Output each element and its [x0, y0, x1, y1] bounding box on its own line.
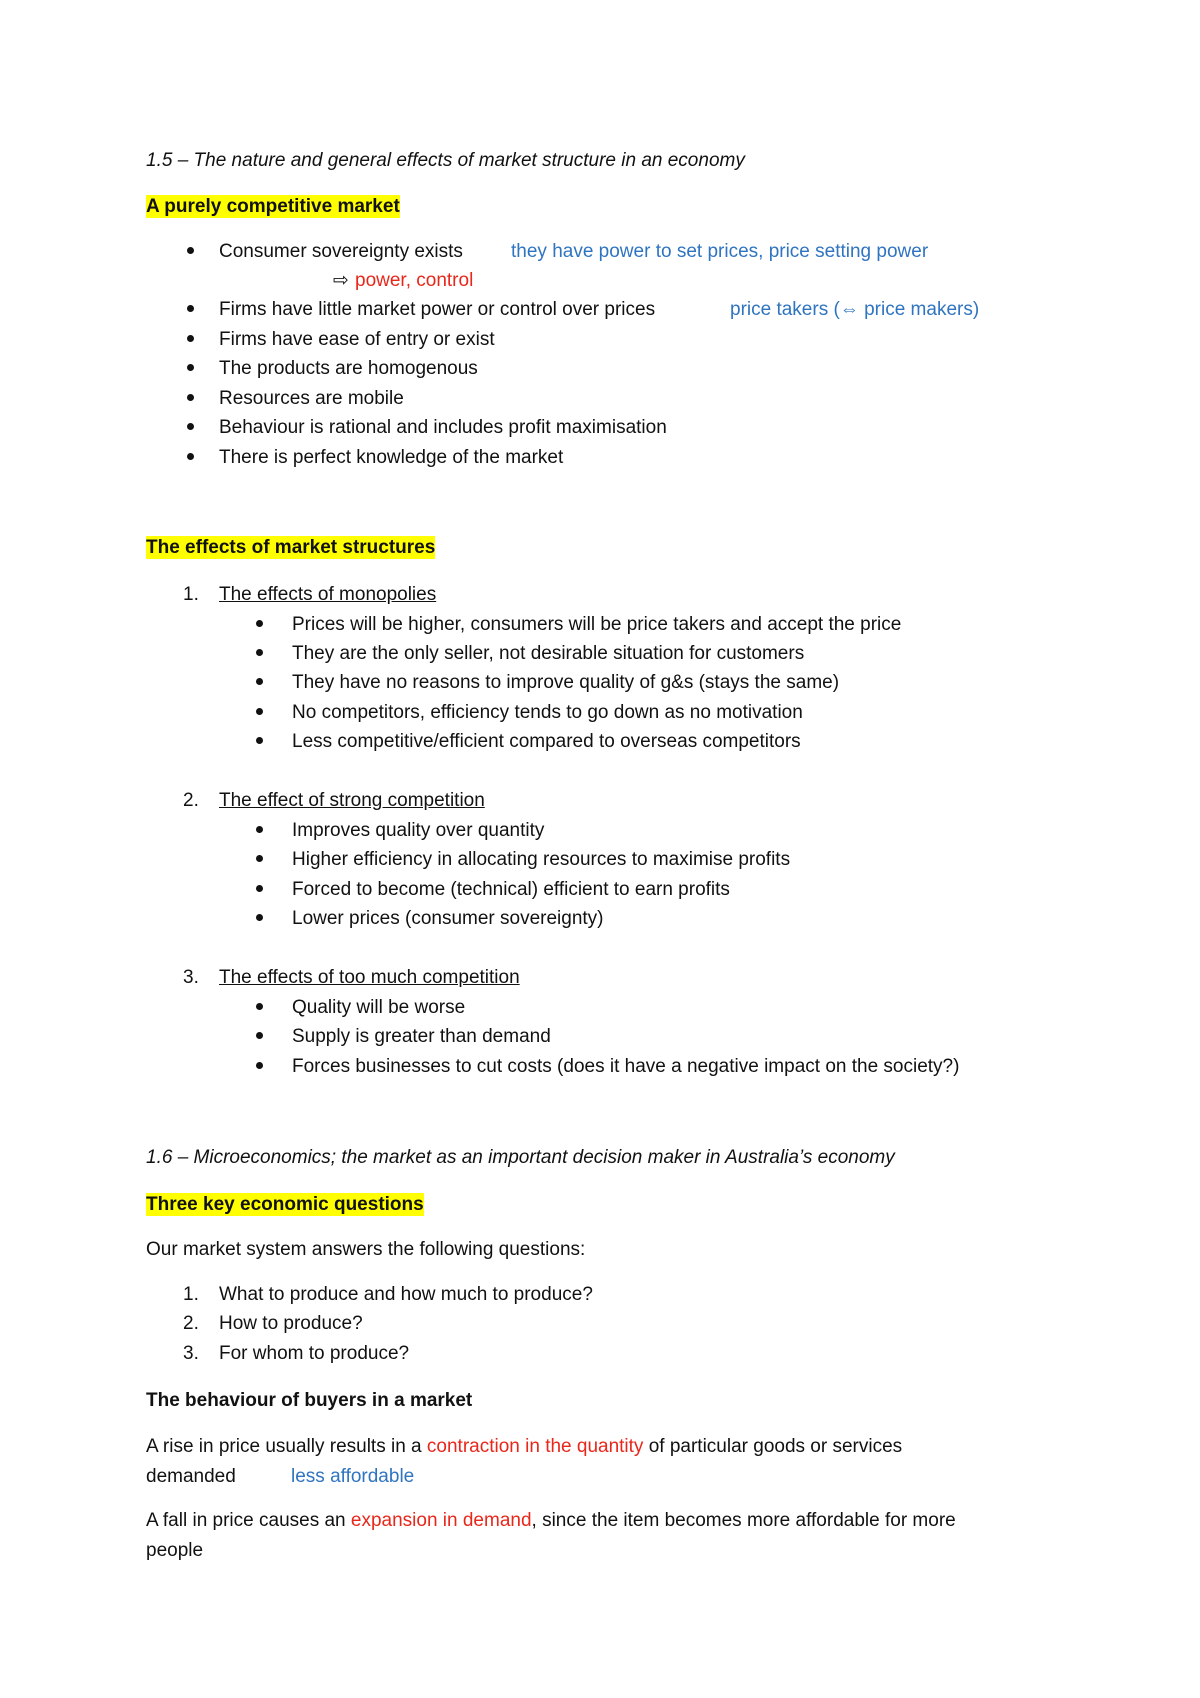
questions-title — [146, 1195, 424, 1214]
list-item: Forces businesses to cut costs (does it have a negative impact on the society?) — [292, 1056, 960, 1077]
section-16-heading: 1.6 – Microeconomics; the market as an important decision maker in Australia’s economy — [146, 1147, 895, 1168]
fall-text-pre: A fall in price causes an — [146, 1510, 351, 1531]
fall-text-red: expansion in demand — [350, 1510, 532, 1531]
highlighted-title: A purely competitive market — [146, 196, 400, 217]
bullet-icon — [187, 394, 194, 401]
list-item: No competitors, efficiency tends to go down as no motivation — [292, 702, 803, 723]
bullet-item: Behaviour is rational and includes profit maximisation — [219, 417, 667, 438]
group-title: The effects of monopolies — [219, 584, 437, 605]
bullet-icon — [256, 620, 263, 627]
list-item: Lower prices (consumer sovereignty) — [292, 908, 604, 929]
group-title: The effect of strong competition — [219, 790, 485, 811]
note-sovereignty-sub: power, control — [355, 270, 474, 291]
bullet-icon — [187, 335, 194, 342]
rise-paragraph-line2: demanded — [146, 1466, 236, 1487]
bullet-icon — [256, 649, 263, 656]
effects-title — [146, 538, 435, 557]
list-item: Quality will be worse — [292, 997, 466, 1018]
rise-text-pre: A rise in price usually results in a — [146, 1436, 427, 1457]
fall-paragraph-line2: people — [146, 1540, 204, 1561]
list-number: 3. — [183, 967, 199, 988]
questions-intro: Our market system answers the following questions: — [146, 1239, 586, 1260]
bullet-item: There is perfect knowledge of the market — [219, 447, 564, 468]
rise-note: less affordable — [291, 1466, 415, 1487]
purely-competitive-title — [146, 197, 400, 216]
bullet-item: The products are homogenous — [219, 358, 478, 379]
hollow-right-arrow-icon: ⇨ — [333, 270, 349, 291]
highlighted-title: The effects of market structures — [146, 537, 436, 558]
bullet-icon — [187, 453, 194, 460]
list-item: Supply is greater than demand — [292, 1026, 551, 1047]
bullet-item: Firms have little market power or control over prices — [219, 299, 656, 320]
fall-paragraph-line1 — [146, 1511, 956, 1530]
list-number: 3. — [183, 1343, 199, 1364]
bullet-icon — [256, 885, 263, 892]
question-item: For whom to produce? — [219, 1343, 410, 1364]
bullet-icon — [256, 708, 263, 715]
list-number: 1. — [183, 584, 199, 605]
bullet-icon — [256, 1032, 263, 1039]
note-price-takers: price takers (⇔ price makers) — [730, 299, 980, 320]
bullet-icon — [256, 855, 263, 862]
section-15-heading: 1.5 – The nature and general effects of market structure in an economy — [146, 150, 745, 171]
list-item: Less competitive/efficient compared to overseas competitors — [292, 731, 801, 752]
rise-text-red: contraction in the quantity — [426, 1436, 644, 1457]
rise-paragraph-line1 — [146, 1437, 902, 1456]
bullet-icon — [187, 305, 194, 312]
bullet-icon — [256, 737, 263, 744]
bullet-icon — [256, 1003, 263, 1010]
list-item: Higher efficiency in allocating resources to maximise profits — [292, 849, 791, 870]
question-item: What to produce and how much to produce? — [219, 1284, 593, 1305]
bullet-icon — [187, 423, 194, 430]
group-title: The effects of too much competition — [219, 967, 520, 988]
buyers-title: The behaviour of buyers in a market — [146, 1390, 473, 1411]
bullet-icon — [256, 678, 263, 685]
note-sovereignty: they have power to set prices, price setting power — [511, 241, 929, 262]
bullet-item: Consumer sovereignty exists — [219, 241, 463, 262]
fall-text-post: , since the item becomes more affordable for more — [531, 1510, 956, 1531]
question-item: How to produce? — [219, 1313, 363, 1334]
bullet-icon — [256, 914, 263, 921]
bullet-icon — [256, 826, 263, 833]
list-item: They are the only seller, not desirable situation for customers — [292, 643, 805, 664]
list-number: 2. — [183, 790, 199, 811]
list-item: They have no reasons to improve quality of g&s (stays the same) — [292, 672, 840, 693]
highlighted-title: Three key economic questions — [146, 1194, 424, 1215]
bullet-item: Resources are mobile — [219, 388, 404, 409]
bullet-item: Firms have ease of entry or exist — [219, 329, 495, 350]
list-item: Improves quality over quantity — [292, 820, 545, 841]
bullet-icon — [187, 364, 194, 371]
list-item: Forced to become (technical) efficient to earn profits — [292, 879, 730, 900]
list-number: 2. — [183, 1313, 199, 1334]
bullet-icon — [187, 247, 194, 254]
list-item: Prices will be higher, consumers will be price takers and accept the price — [292, 614, 902, 635]
rise-text-post: of particular goods or services — [643, 1436, 903, 1457]
bullet-icon — [256, 1062, 263, 1069]
list-number: 1. — [183, 1284, 199, 1305]
